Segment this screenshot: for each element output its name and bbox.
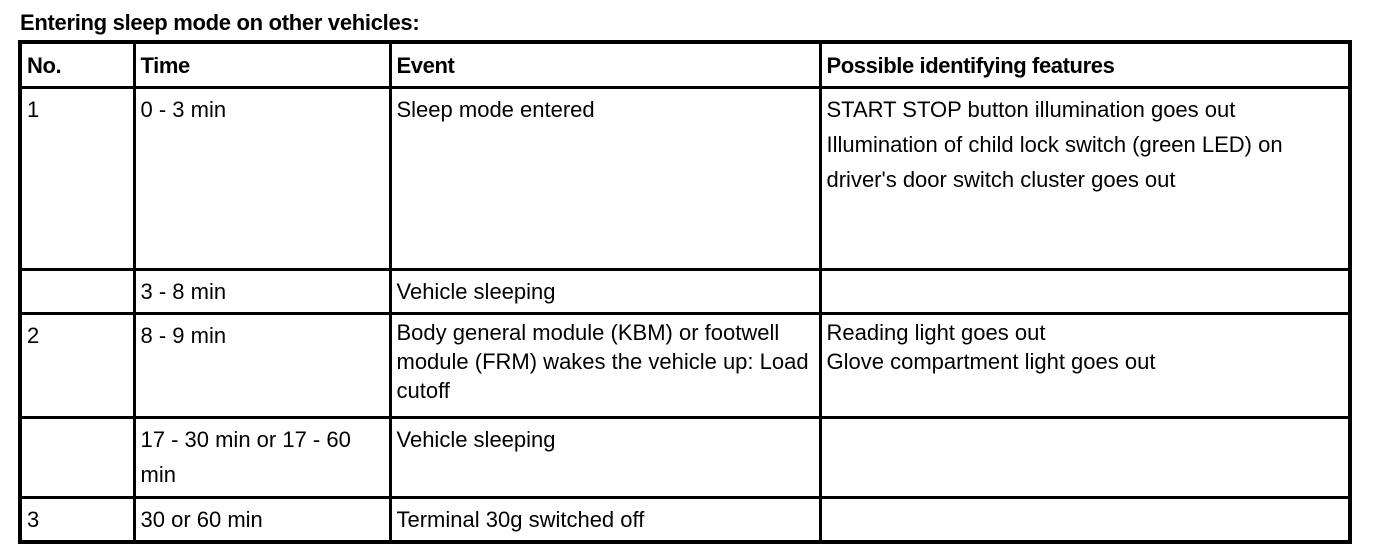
cell-time: 3 - 8 min: [134, 270, 390, 314]
cell-features: [820, 270, 1350, 314]
table-row: [20, 88, 1350, 270]
table-header-row: [20, 42, 1350, 88]
header-features: Possible identifying features: [820, 42, 1350, 88]
cell-features: [820, 418, 1350, 498]
feature-line: START STOP button illumination goes out: [826, 97, 1236, 122]
cell-event: Vehicle sleeping: [390, 270, 820, 314]
cell-no: 1: [20, 88, 134, 270]
cell-features: [820, 498, 1350, 543]
cell-time: 17 - 30 min or 17 - 60 min: [134, 418, 390, 498]
table-row: [20, 270, 1350, 314]
feature-line: Illumination of child lock switch (green LED) on driver's door switch cluster goes out: [826, 132, 1283, 192]
sleep-mode-table: [18, 40, 1352, 544]
cell-no: [20, 418, 134, 498]
header-time: Time: [134, 42, 390, 88]
cell-features: [820, 314, 1350, 418]
header-event: Event: [390, 42, 820, 88]
table-row: [20, 314, 1350, 418]
feature-line: Reading light goes out: [826, 320, 1046, 345]
cell-event: Body general module (KBM) or footwell module (FRM) wakes the vehicle up: Load cutoff: [390, 314, 820, 418]
cell-features: [820, 88, 1350, 270]
table-row: [20, 418, 1350, 498]
feature-line: Glove compartment light goes out: [826, 349, 1156, 374]
cell-event: Vehicle sleeping: [390, 418, 820, 498]
cell-time: 30 or 60 min: [134, 498, 390, 543]
cell-event: Terminal 30g switched off: [390, 498, 820, 543]
cell-no: [20, 270, 134, 314]
cell-time: 8 - 9 min: [134, 314, 390, 418]
table-caption: Entering sleep mode on other vehicles:: [20, 10, 420, 35]
cell-no: 3: [20, 498, 134, 543]
header-no: No.: [20, 42, 134, 88]
cell-no: 2: [20, 314, 134, 418]
cell-time: 0 - 3 min: [134, 88, 390, 270]
table-row: [20, 498, 1350, 543]
cell-event: Sleep mode entered: [390, 88, 820, 270]
